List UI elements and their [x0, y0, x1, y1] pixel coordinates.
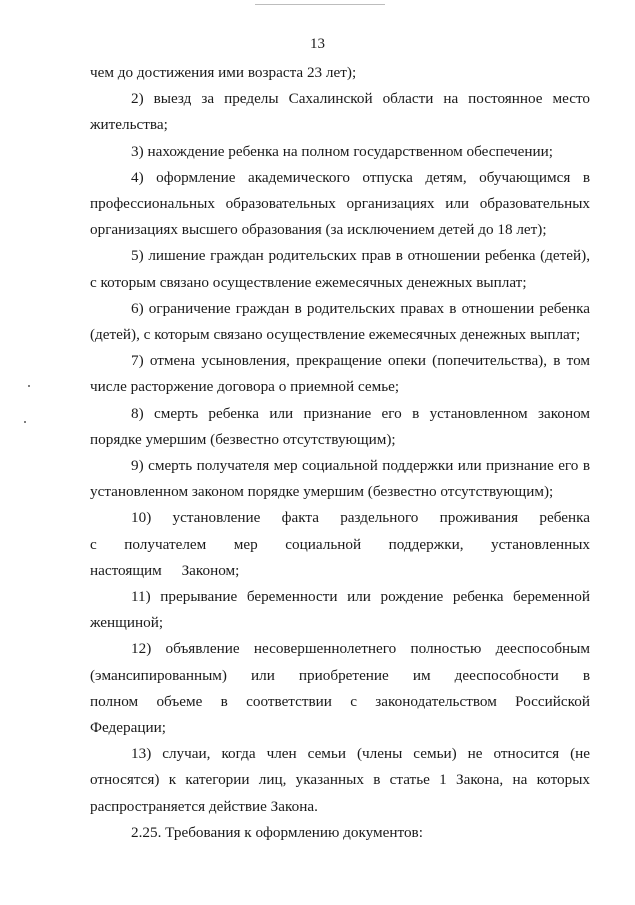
page-number: 13 — [310, 36, 325, 52]
scan-top-rule — [255, 4, 385, 5]
list-item-12: 12) объявление несовершеннолетнего полностью дееспособным (эмансипированным) или приобретение им дееспособности в полном объеме в соответствии с законодательством Российской Федерации; — [90, 640, 590, 737]
list-item-10: 10) установление факта раздельного проживания ребенка с получателем мер социальной поддержки, установленных настоящим Законом; — [90, 509, 590, 579]
list-item-4: 4) оформление академического отпуска детям, обучающимся в профессиональных образовательных организациях или образовательных организациях высшего образования (за исключением детей до 18 лет); — [90, 168, 590, 239]
list-item-6: 6) ограничение граждан в родительских правах в отношении ребенка (детей), с которым связано осуществление ежемесячных денежных выплат; — [90, 299, 590, 344]
list-item-2: 2) выезд за пределы Сахалинской области на постоянное место жительства; — [90, 90, 590, 134]
list-item-8: 8) смерть ребенка или признание его в установленном законом порядке умершим (безвестно отсутствующим); — [90, 404, 590, 448]
list-item-7: 7) отмена усыновления, прекращение опеки (попечительства), в том числе расторжение договора о приемной семье; — [90, 352, 590, 396]
list-item-3: 3) нахождение ребенка на полном государственном обеспечении; — [131, 142, 554, 160]
list-item-9: 9) смерть получателя мер социальной поддержки или признание его в установленном законом порядке умершим (безвестно отсутствующим); — [90, 457, 590, 501]
scan-speck — [24, 421, 26, 423]
scan-speck — [28, 385, 30, 387]
section-heading-2-25: 2.25. Требования к оформлению документов: — [131, 823, 423, 841]
list-item-continuation: чем до достижения ими возраста 23 лет); — [90, 64, 357, 81]
list-item-13: 13) случаи, когда член семьи (члены семьи) не относится (не относятся) к категории лиц, указанных в статье 1 Закона, на которых распространяется действие Закона. — [90, 745, 590, 815]
list-item-11: 11) прерывание беременности или рождение ребенка беременной женщиной; — [90, 588, 590, 632]
document-body — [90, 60, 590, 846]
list-item-5: 5) лишение граждан родительских прав в отношении ребенка (детей), с которым связано осуществление ежемесячных денежных выплат; — [90, 247, 590, 291]
